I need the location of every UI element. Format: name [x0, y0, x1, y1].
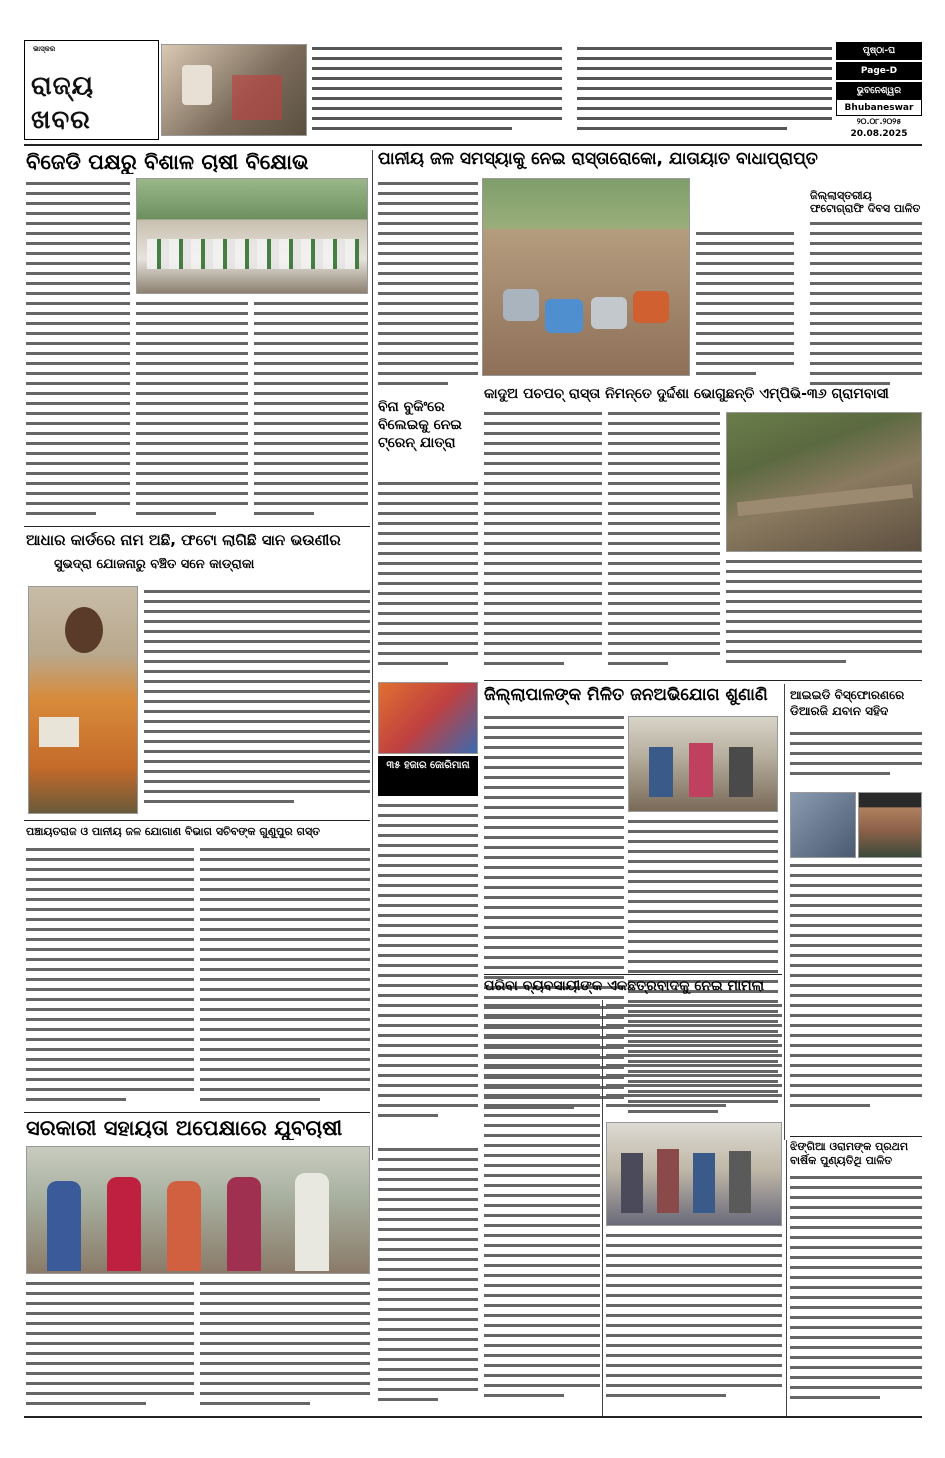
photo-grievance-hearing [628, 716, 778, 812]
article-muddy-road-col3 [726, 558, 922, 672]
article-gunupur-col1 [26, 846, 194, 1108]
article-gunupur-col2 [200, 846, 370, 1108]
text-lines-graphic [312, 44, 832, 138]
article-vegetable-traders-col1 [484, 1002, 600, 1416]
article-muddy-road-col2 [608, 410, 720, 672]
photo-woman-aadhaar [28, 586, 138, 814]
article-young-farmer-col1 [26, 1280, 194, 1416]
article-ied-blast [790, 862, 922, 1128]
article-aadhaar-card [144, 588, 370, 814]
article-fine-cont [378, 802, 478, 1130]
headline-vegetable-traders: ପରିବା ବ୍ୟବସାୟୀଙ୍କ ଏକଛତ୍ରବାଦକୁ ନେଇ ମାମଲା [484, 978, 765, 994]
newspaper-page [24, 40, 922, 1418]
divider-above-young-farmer [24, 1112, 370, 1113]
headline-bjd-protest: ବିଜେଡି ପକ୍ଷରୁ ବିଶାଳ ଚାଷୀ ବିକ୍ଷୋଭ [26, 150, 309, 174]
photo-water-pots [482, 178, 690, 376]
headline-gunupur-visit: ପଞ୍ଚାୟତରାଜ ଓ ପାନୀୟ ଜଳ ଯୋଗାଣ ବିଭାଗ ସଚିବଙ୍କ ଗୁଣୁପୁର ଗସ୍ତ [26, 826, 320, 838]
masthead-title-line2: ଖବର [31, 105, 91, 135]
column-divider-right [784, 684, 785, 1140]
headline-young-farmer: ସରକାରୀ ସହାୟତା ଅପେକ୍ଷାରେ ଯୁବଚାଷୀ [26, 1116, 343, 1140]
photo-fine-items [378, 682, 478, 754]
article-bjd-protest-col1 [26, 180, 130, 520]
headline-aadhaar-card: ଆଧାର କାର୍ଡରେ ନାମ ଅଛି, ଫଟୋ ଲାଗିଛି ସାନ ଭଉଣୀର [26, 532, 341, 549]
photo-vegetable-traders-meeting [606, 1122, 782, 1226]
date-odia: ୨୦.୦୮.୨୦୨୫ [856, 117, 902, 126]
headline-cat-train: ବିନା ବୁକିଂରେ ବିଲେଇକୁ ନେଇ ଟ୍ରେନ୍ ଯାତ୍ରା [378, 399, 462, 452]
column-divider-1 [372, 150, 373, 1160]
city-odia: ଭୁବନେଶ୍ୱର [836, 82, 922, 100]
divider-under-bjd [24, 526, 370, 527]
divider-above-h11 [790, 1136, 922, 1137]
article-young-farmer-col2 [200, 1280, 370, 1416]
headline-photography-day: ଜିଲ୍ଲାସ୍ତରୀୟ ଫଟୋଗ୍ରାଫି ଦିବସ ପାଳିତ [810, 190, 921, 215]
photo-young-farmers-group [26, 1146, 370, 1274]
headline-ied-blast: ଆଇଇଡି ବିସ୍ଫୋରଣରେ ଡିଆରଜି ଯବାନ ସହିଦ [790, 688, 905, 718]
article-young-farmer-col3 [378, 1146, 478, 1416]
photo-martyr-stretcher [790, 792, 856, 858]
article-ied-blast-top [790, 730, 922, 788]
page-info-box [836, 40, 922, 140]
photo-martyr-portrait [858, 792, 922, 858]
article-bjd-protest-col2 [136, 300, 248, 520]
masthead-divider [24, 144, 922, 146]
article-vegetable-traders-col3 [606, 1232, 782, 1416]
subheadline-subhadra-scheme: ସୁଭଦ୍ରା ଯୋଜନାରୁ ବଞ୍ଚିତ ସନେ କାଡ୍ରାକା [54, 558, 255, 572]
top-strip-article [312, 44, 832, 138]
photo-muddy-road [726, 412, 922, 552]
photo-bjd-protest [136, 178, 368, 294]
column-divider-bottom-mid [602, 1000, 603, 1418]
article-water-roadblock-col3 [696, 230, 794, 390]
masthead-title-line1: ରାଜ୍ୟ [31, 71, 95, 101]
divider-under-aadhaar [24, 820, 370, 821]
article-vegetable-traders-col2 [606, 1002, 782, 1118]
masthead-logo-text: ଭାସ୍କର [33, 45, 56, 53]
article-cat-train [378, 480, 478, 680]
headline-muddy-road: କାଦୁଅ ପଚପଚ୍ ରାସ୍ତା ନିମନ୍ତେ ଦୁର୍ଦ୍ଦଶା ଭୋଗୁଛନ୍ତି ଏମ୍‌ପିଭି-୩୬ ଗ୍ରାମବାସୀ [484, 386, 889, 402]
headline-jhingia-oram: ଝିଙ୍ଗିଆ ଓରାମଙ୍କ ପ୍ରଥମ ବାର୍ଷିକ ପୁଣ୍ୟତିଥି ପାଳିତ [790, 1140, 909, 1168]
divider-under-grievance [484, 974, 782, 975]
masthead [24, 40, 159, 140]
page-bottom-rule [24, 1416, 922, 1418]
date-english: 20.08.2025 [850, 129, 908, 139]
article-muddy-road-col1 [484, 410, 602, 672]
article-photography-day [810, 220, 922, 390]
article-bjd-protest-col3 [254, 300, 368, 520]
top-news-photo [161, 44, 307, 136]
page-number-odia: ପୃଷ୍ଠା-ଘ [836, 42, 922, 60]
headline-water-roadblock: ପାନୀୟ ଜଳ ସମସ୍ୟାକୁ ନେଇ ରାସ୍ତାରୋକୋ, ଯାତାୟାତ ବାଧାପ୍ରାପ୍ତ [378, 150, 818, 169]
tag-fine-amount: ୩୫ ହଜାର ଜୋରିମାନା [378, 756, 478, 796]
article-jhingia-oram [790, 1174, 922, 1414]
column-divider-bottom-right [786, 1140, 787, 1418]
page-number-english: Page-D [836, 62, 922, 80]
article-water-roadblock-col1 [378, 180, 478, 390]
city-english: Bhubaneswar [836, 98, 922, 116]
headline-grievance-hearing: ଜିଲ୍ଲାପାଳଙ୍କ ମିଳିତ ଜନଅଭିଯୋଗ ଶୁଣାଣି [484, 686, 768, 705]
divider-under-muddy-road [484, 680, 922, 681]
